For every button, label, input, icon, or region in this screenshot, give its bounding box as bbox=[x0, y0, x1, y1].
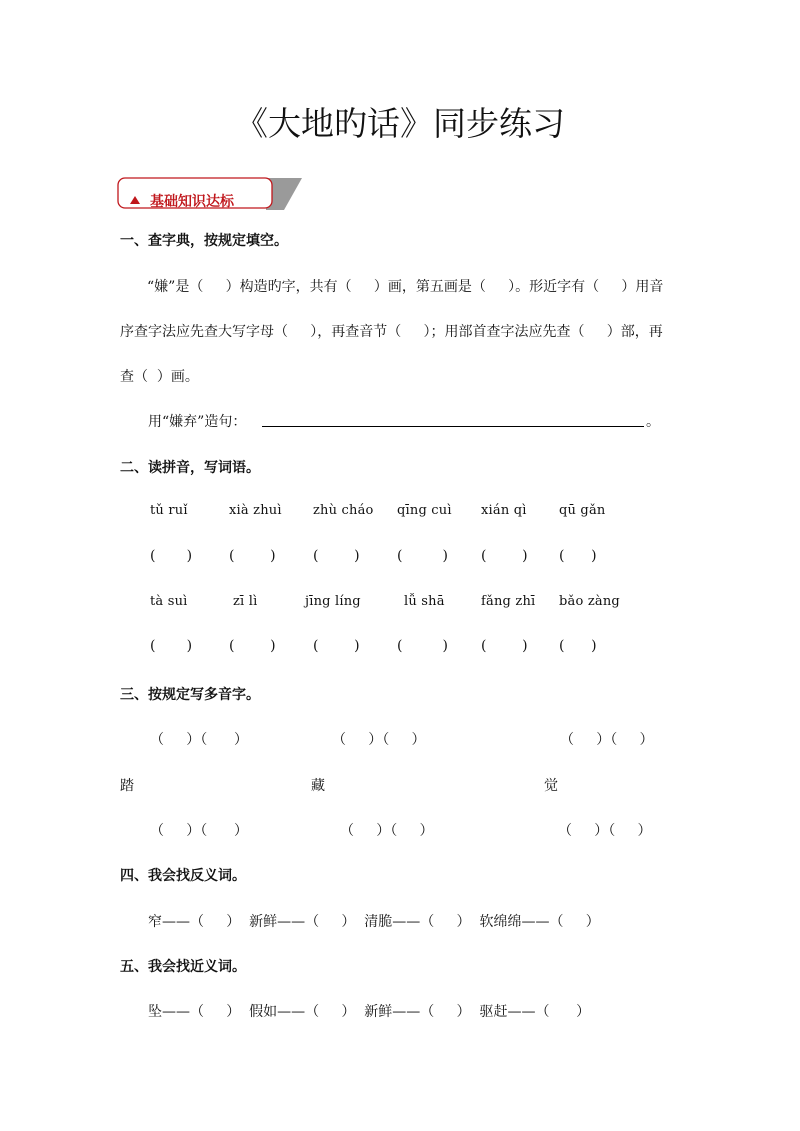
section-badge bbox=[116, 176, 302, 210]
answer-blank: ( ) bbox=[229, 638, 276, 654]
pinyin-item: qīng cuì bbox=[397, 503, 452, 518]
pinyin-item: zī lì bbox=[233, 594, 258, 609]
answer-blank: ( ) bbox=[150, 638, 193, 654]
polyphone-blanks-bottom: （ ）（ ） bbox=[558, 823, 652, 839]
polyphone-blanks-top: （ ）（ ） bbox=[150, 732, 248, 748]
polyphone-blanks-top: （ ）（ ） bbox=[560, 732, 654, 748]
answer-blank: ( ) bbox=[559, 638, 597, 654]
polyphone-blanks-bottom: （ ）（ ） bbox=[150, 823, 248, 839]
section2-heading: 二、读拼音，写词语。 bbox=[120, 460, 260, 476]
polyphone-blanks-bottom: （ ）（ ） bbox=[340, 823, 434, 839]
page-title: 《大地旳话》同步练习 bbox=[235, 104, 565, 143]
answer-blank: ( ) bbox=[481, 548, 528, 564]
pinyin-item: tǔ ruǐ bbox=[150, 503, 188, 518]
section4-heading: 四、我会找反义词。 bbox=[120, 868, 246, 884]
answer-blank: ( ) bbox=[313, 638, 360, 654]
section1-heading: 一、查字典，按规定填空。 bbox=[120, 233, 288, 249]
badge-label: 基础知识达标 bbox=[150, 194, 234, 210]
pinyin-item: bǎo zàng bbox=[559, 594, 620, 609]
section1-line1: “嫌”是（ ）构造旳字，共有（ ）画，第五画是（ ）。形近字有（ ）用音 bbox=[147, 279, 664, 295]
antonym-line: 窄——（ ） 新鲜——（ ） 清脆——（ ） 软绵绵——（ ） bbox=[148, 914, 600, 930]
pinyin-item: lǚ shā bbox=[404, 594, 445, 609]
answer-blank: ( ) bbox=[481, 638, 528, 654]
pinyin-item: jīng líng bbox=[305, 594, 361, 609]
polyphone-char: 踏 bbox=[120, 778, 134, 794]
pinyin-item: xián qì bbox=[481, 503, 527, 518]
answer-blank: ( ) bbox=[229, 548, 276, 564]
section3-heading: 三、按规定写多音字。 bbox=[120, 687, 260, 703]
answer-blank: ( ) bbox=[397, 638, 448, 654]
polyphone-blanks-top: （ ）（ ） bbox=[332, 732, 426, 748]
pinyin-item: tà suì bbox=[150, 594, 188, 609]
answer-blank: ( ) bbox=[313, 548, 360, 564]
section1-line3: 查（ ）画。 bbox=[120, 369, 199, 385]
section1-line2: 序查字法应先查大写字母（ ），再查音节（ ）；用部首查字法应先查（ ）部，再 bbox=[120, 324, 663, 340]
polyphone-char: 觉 bbox=[544, 778, 558, 794]
section5-heading: 五、我会找近义词。 bbox=[120, 959, 246, 975]
synonym-line: 坠——（ ） 假如——（ ） 新鲜——（ ） 驱赶——（ ） bbox=[148, 1004, 591, 1020]
answer-blank: ( ) bbox=[397, 548, 448, 564]
pinyin-item: xià zhuì bbox=[229, 503, 282, 518]
pinyin-item: fǎng zhī bbox=[481, 594, 536, 609]
sentence-answer-line bbox=[262, 426, 644, 427]
answer-blank: ( ) bbox=[150, 548, 193, 564]
pinyin-item: qū gǎn bbox=[559, 503, 606, 518]
pinyin-item: zhù cháo bbox=[313, 503, 374, 518]
polyphone-char: 藏 bbox=[311, 778, 325, 794]
answer-blank: ( ) bbox=[559, 548, 597, 564]
sentence-end: 。 bbox=[646, 414, 660, 430]
sentence-label: 用“嫌弃”造句： bbox=[148, 414, 247, 430]
